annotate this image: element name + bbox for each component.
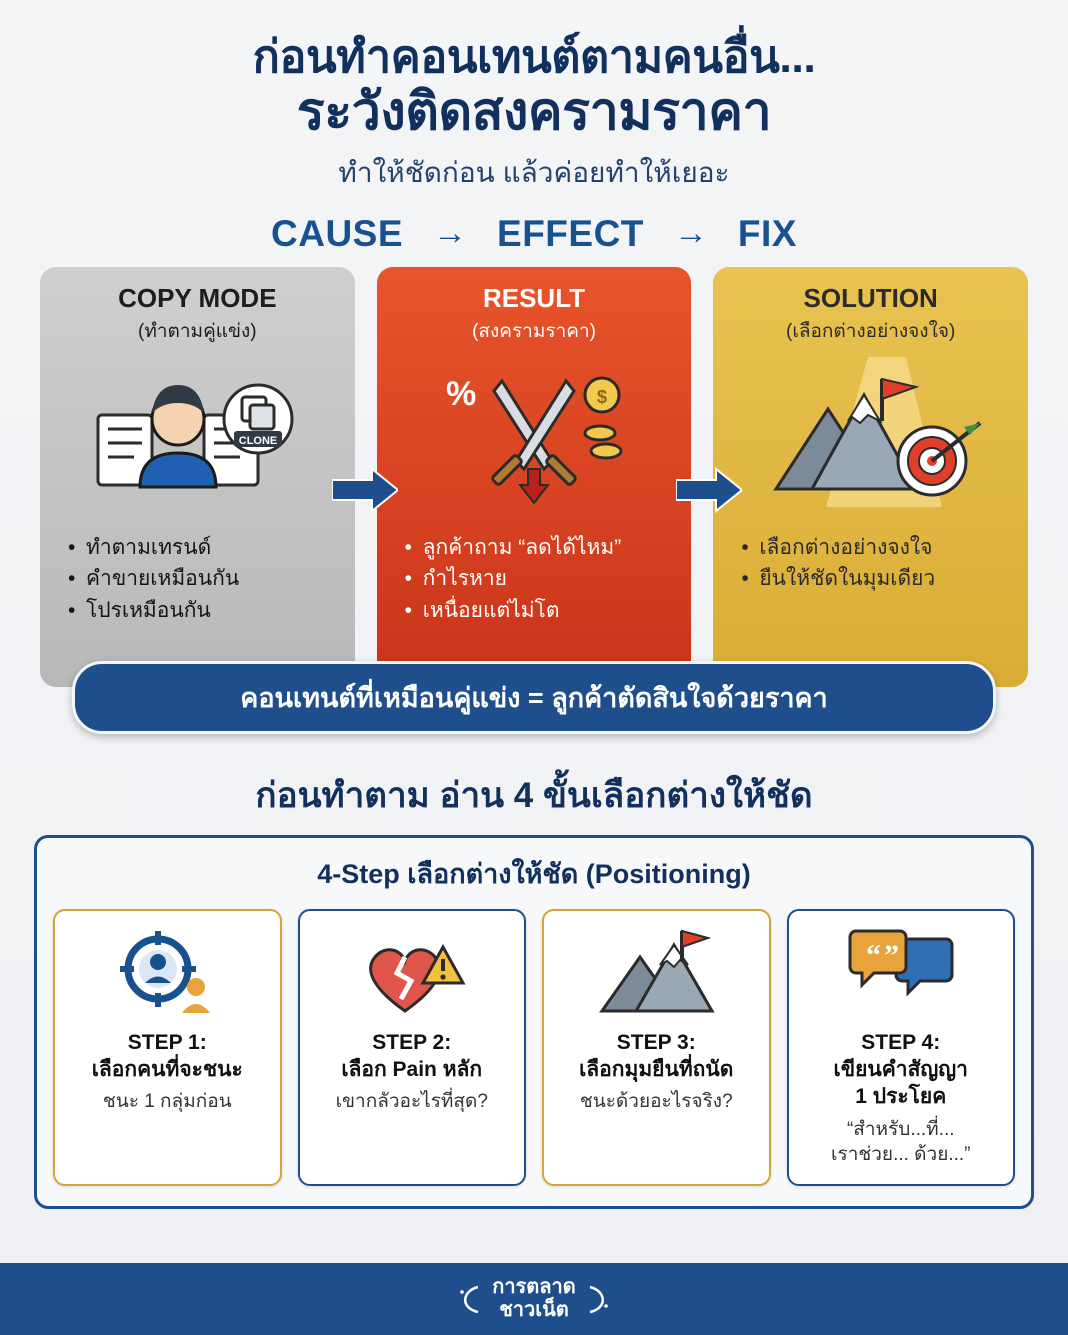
step-2-title: STEP 2: (372, 1030, 452, 1054)
svg-text:%: % (446, 374, 477, 413)
step-3-subtitle: เลือกมุมยืนที่ถนัด (579, 1058, 734, 1082)
column-title-result: RESULT (482, 282, 586, 313)
bullet-item: • กำไรหาย (405, 563, 678, 595)
left-swoosh-icon (456, 1284, 482, 1314)
flow-labels (0, 213, 1068, 255)
step-4-note-line2: เราช่วย... ด้วย...” (831, 1144, 971, 1166)
key-message-banner: คอนเทนต์ที่เหมือนคู่แข่ง = ลูกค้าตัดสินใจด้วยราคา (72, 661, 996, 734)
connector-arrow-2-icon (676, 467, 742, 513)
step-card-1 (53, 909, 282, 1186)
svg-text:“: “ (865, 938, 881, 972)
column-title-solution: SOLUTION (803, 282, 938, 313)
flow-label-cause: CAUSE (271, 212, 404, 254)
footer-bar (0, 1263, 1068, 1335)
right-swoosh-icon (586, 1284, 612, 1314)
flow-arrow-2-icon: → (673, 214, 708, 253)
brand-line1: การตลาด (492, 1276, 576, 1298)
step-4-subtitle: เขียนคำสัญญา (833, 1058, 968, 1082)
bullets-copy-mode (54, 532, 341, 627)
bullet-item: • ลูกค้าถาม “ลดได้ไหม” (405, 532, 678, 564)
column-result (377, 267, 692, 687)
header (0, 0, 1068, 195)
bullet-item: • เลือกต่างอย่างจงใจ (741, 532, 1014, 564)
step-3-note: ชนะด้วยอะไรจริง? (579, 1091, 733, 1113)
connector-arrow-1-icon (332, 467, 398, 513)
panel-title: 4-Step เลือกต่างให้ชัด (Positioning) (317, 858, 751, 889)
step-card-2 (298, 909, 527, 1186)
step-2-note: เขากลัวอะไรที่สุด? (335, 1091, 488, 1113)
svg-text:$: $ (596, 386, 608, 407)
page-title-line2: ระวังติดสงครามราคา (296, 83, 772, 142)
step-card-4 (787, 909, 1016, 1186)
bullets-solution (727, 532, 1014, 595)
bullet-item: • โปรเหมือนกัน (68, 595, 341, 627)
bullet-item: • ยืนให้ชัดในมุมเดียว (741, 563, 1014, 595)
step-4-note-line1: “สำหรับ...ที่... (846, 1118, 955, 1140)
column-sub-solution: (เลือกต่างอย่างจงใจ) (786, 320, 956, 342)
step-4-subtitle-2: 1 ประโยค (855, 1085, 947, 1109)
svg-text:”: ” (883, 938, 899, 972)
step-1-subtitle: เลือกคนที่จะชนะ (91, 1058, 243, 1082)
column-sub-copy-mode: (ทำตามคู่แข่ง) (138, 320, 257, 342)
speech-bubbles-quote-icon (797, 925, 1006, 1021)
steps-list (53, 909, 1015, 1186)
person-copying-documents-icon (54, 352, 341, 522)
brand-line2: ชาวเน็ต (499, 1299, 569, 1321)
positioning-panel (34, 835, 1034, 1209)
bullet-item: • เหนื่อยแต่ไม่โต (405, 595, 678, 627)
step-2-subtitle: เลือก Pain หลัก (341, 1058, 483, 1082)
svg-text:CLONE: CLONE (239, 434, 278, 447)
crossed-swords-price-war-icon (391, 352, 678, 522)
page-subtitle: ทำให้ชัดก่อน แล้วค่อยทำให้เยอะ (338, 156, 730, 188)
mountain-flag-target-icon (727, 352, 1014, 522)
mountain-flag-icon (552, 925, 761, 1021)
flow-label-effect: EFFECT (497, 212, 644, 254)
step-card-3 (542, 909, 771, 1186)
flow-arrow-1-icon: → (433, 214, 468, 253)
step-1-note: ชนะ 1 กลุ่มก่อน (102, 1091, 232, 1113)
column-title-copy-mode: COPY MODE (118, 282, 277, 313)
bullet-item: • คำขายเหมือนกัน (68, 563, 341, 595)
step-1-title: STEP 1: (127, 1030, 207, 1054)
broken-heart-warning-icon (308, 925, 517, 1021)
section2-heading: ก่อนทำตาม อ่าน 4 ขั้นเลือกต่างให้ชัด (255, 775, 813, 815)
flow-columns (40, 267, 1028, 687)
target-person-icon (63, 925, 272, 1021)
column-solution (713, 267, 1028, 687)
page-title-line1: ก่อนทำคอนเทนต์ตามคนอื่น... (252, 31, 816, 82)
bullets-result (391, 532, 678, 627)
bullet-item: • ทำตามเทรนด์ (68, 532, 341, 564)
step-4-title: STEP 4: (861, 1030, 941, 1054)
flow-label-fix: FIX (737, 212, 797, 254)
column-copy-mode (40, 267, 355, 687)
column-sub-result: (สงครามราคา) (472, 320, 596, 342)
step-3-title: STEP 3: (616, 1030, 696, 1054)
